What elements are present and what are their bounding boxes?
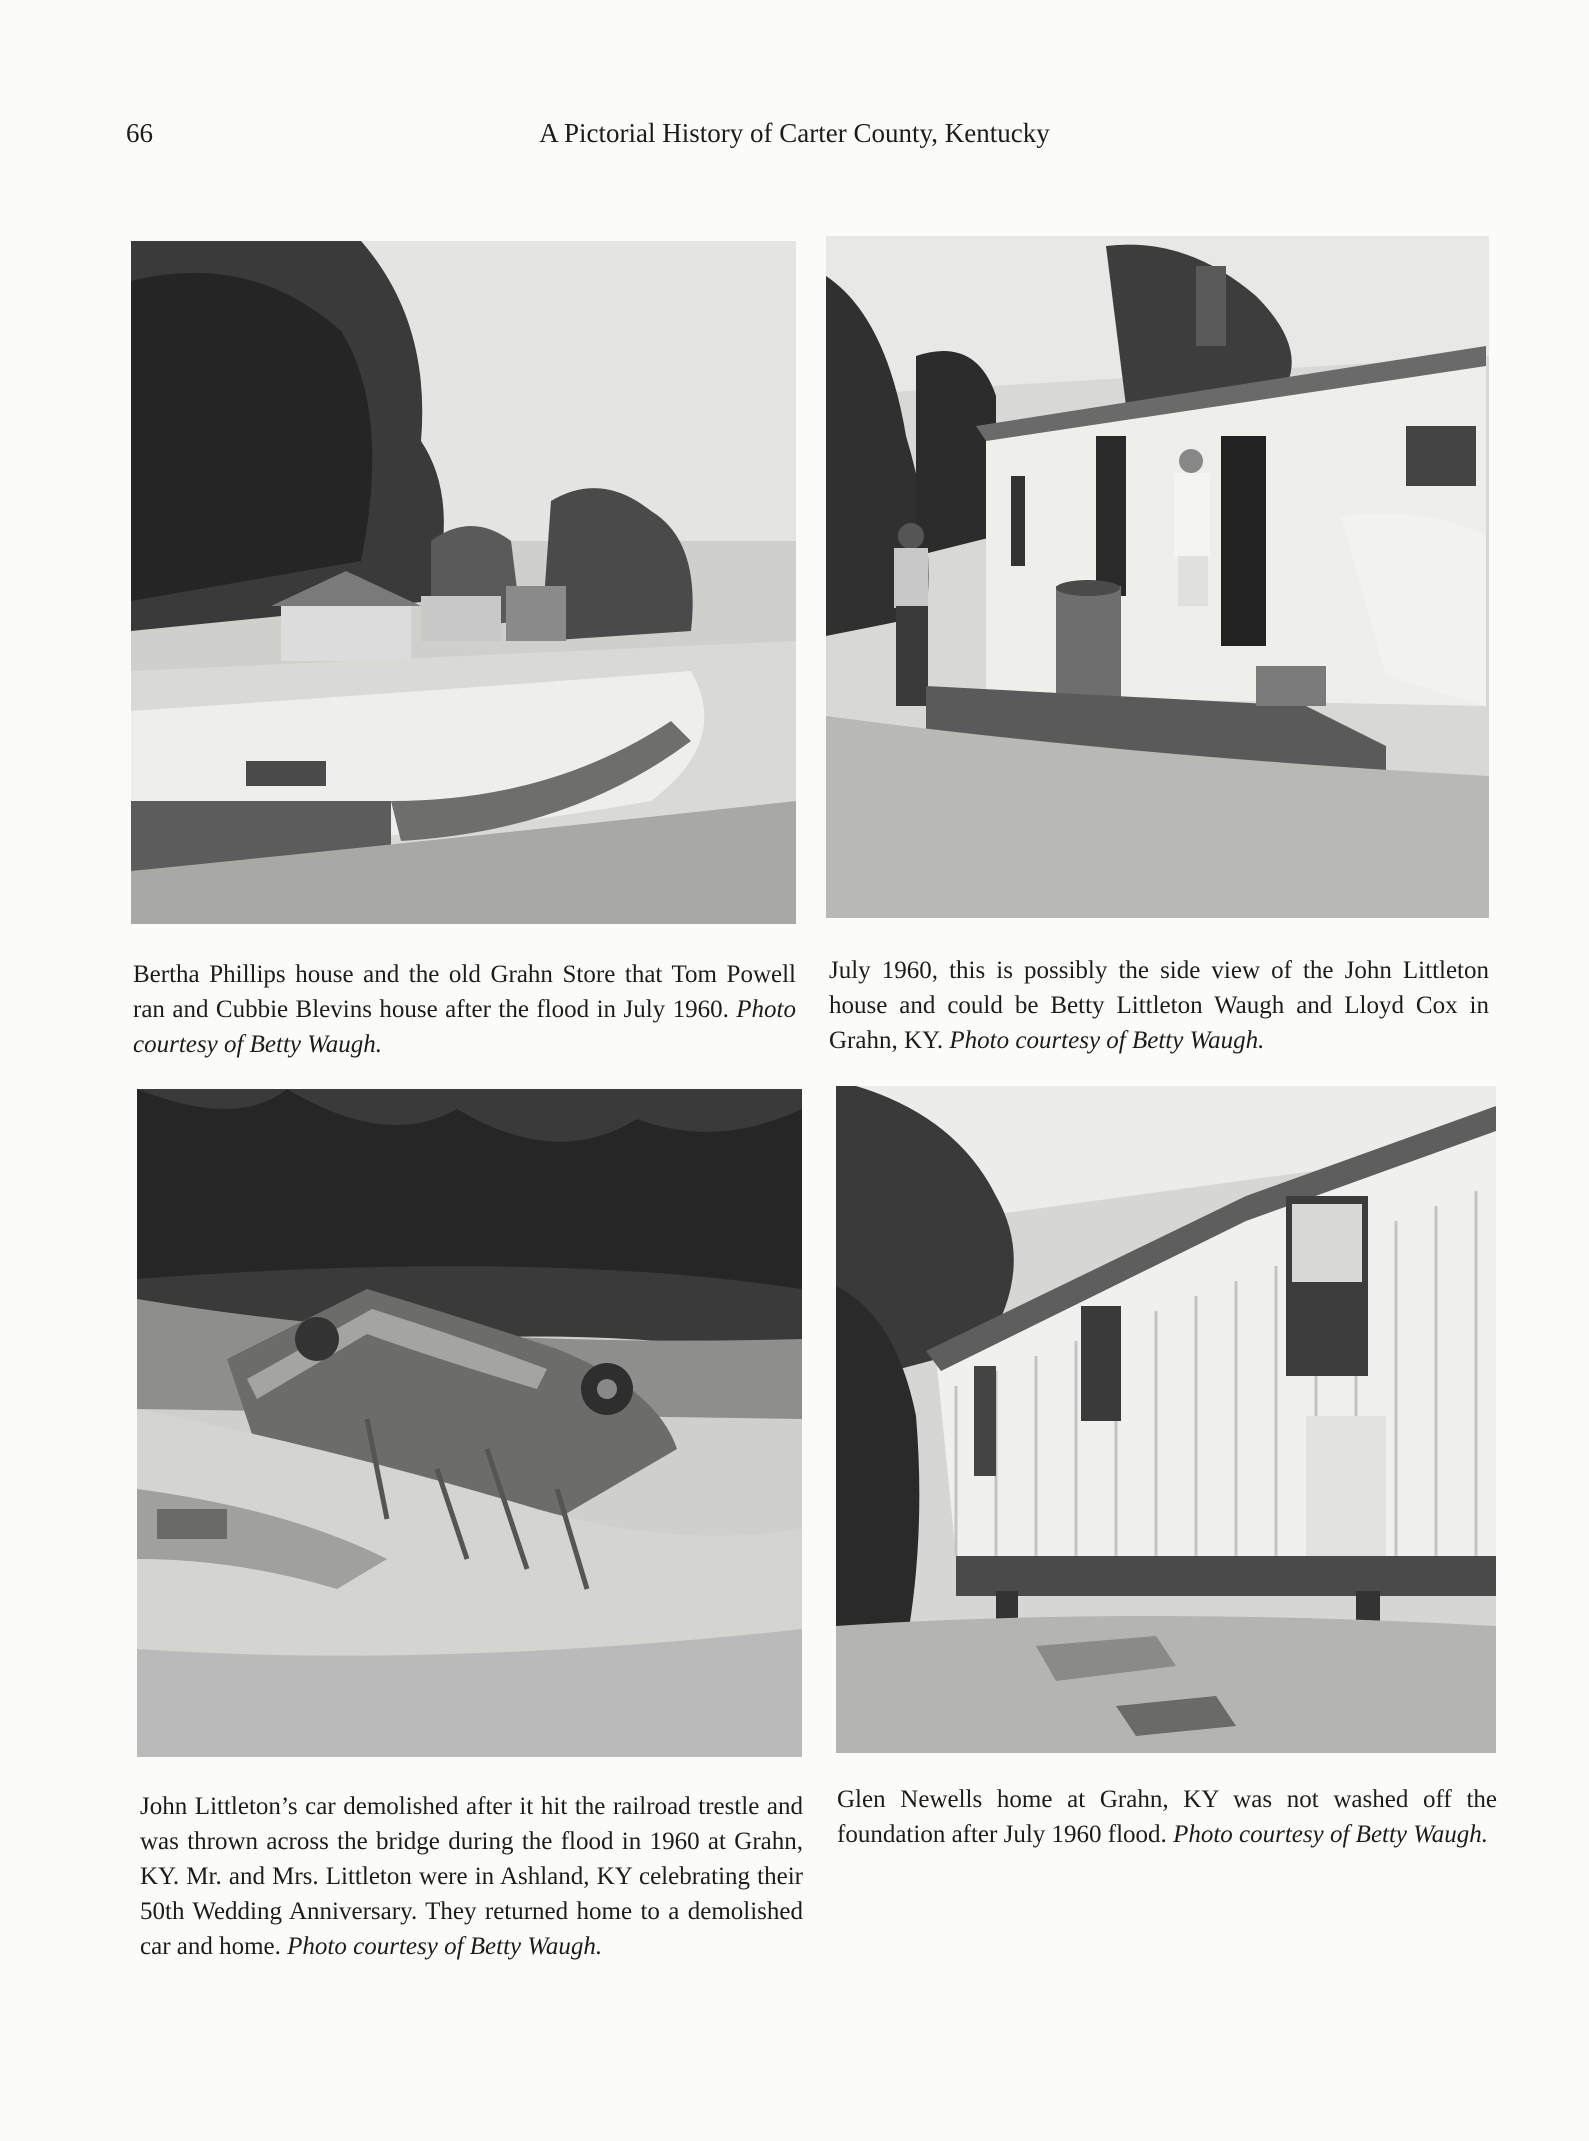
- photo-credit: Photo courtesy of Betty Waugh.: [133, 996, 796, 1058]
- photo-grahn-street-after-flood: [131, 241, 796, 924]
- photo-glen-newells-home: [836, 1086, 1496, 1753]
- photo-littleton-house-side-view: [826, 236, 1489, 918]
- photo-credit: Photo courtesy of Betty Waugh.: [1173, 1821, 1489, 1848]
- caption-text: John Littleton’s car demolished after it hit the railroad trestle and was thrown across the bridge during the flood in 1960 at Grahn, KY. Mr. and Mrs. Littleton were in Ashland, KY celebrating their 50th Wedding Anniversary. They returned home to a demolished car and home.: [140, 1793, 803, 1960]
- running-head-title: A Pictorial History of Carter County, Kentucky: [539, 118, 1050, 148]
- caption-photo-4: [837, 1782, 1497, 1852]
- photo-credit: Photo courtesy of Betty Waugh.: [287, 1933, 603, 1960]
- caption-text: Glen Newells home at Grahn, KY was not washed off the foundation after July 1960 flood.: [837, 1786, 1497, 1848]
- photo-overturned-car: [137, 1089, 802, 1757]
- caption-photo-2: [829, 953, 1489, 1058]
- page-number: 66: [126, 118, 153, 148]
- caption-text: Bertha Phillips house and the old Grahn Store that Tom Powell ran and Cubbie Blevins house after the flood in July 1960.: [133, 961, 796, 1023]
- caption-text: July 1960, this is possibly the side view of the John Littleton house and could be Betty Littleton Waugh and Lloyd Cox in Grahn, KY.: [829, 957, 1489, 1054]
- caption-photo-3: [140, 1789, 803, 1964]
- photo-credit: Photo courtesy of Betty Waugh.: [949, 1027, 1265, 1054]
- caption-photo-1: [133, 957, 796, 1062]
